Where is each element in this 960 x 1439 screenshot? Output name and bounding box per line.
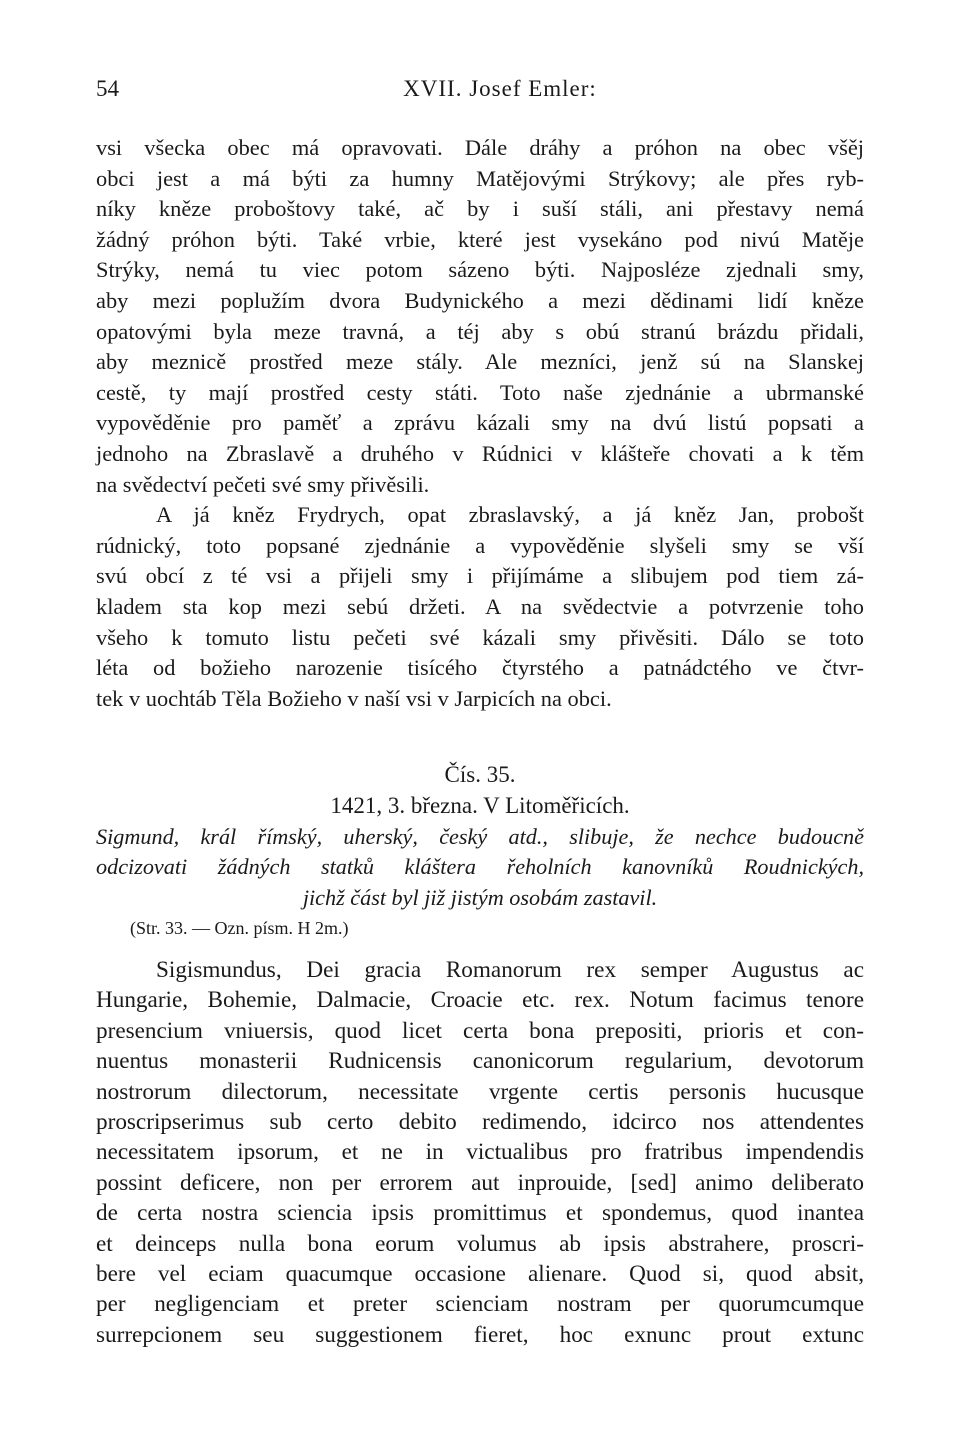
text-line: de certa nostra sciencia ipsis promittimus et spondemus, quod inantea: [96, 1200, 864, 1227]
text-line: proscripserimus sub certo debito redimendo, idcirco nos attendentes: [96, 1109, 864, 1136]
text-line: Sigismundus, Dei gracia Romanorum rex semper Augustus ac: [156, 957, 864, 983]
text-line: obci jest a má býti za humny Matějovými Strýkovy; ale přes ryb-: [96, 165, 864, 191]
latin-text-block: [96, 955, 864, 1350]
text-line: bere vel eciam quacumque occasione alienare. Quod si, quod absit,: [96, 1261, 864, 1288]
page-number: 54: [96, 76, 119, 101]
text-line: nostrorum dilectorum, necessitate vrgente certis personis hucusque: [96, 1078, 864, 1105]
text-line: všeho k tomuto listu pečeti své kázali smy přivěsiti. Dálo se toto: [96, 624, 864, 650]
text-line: nuentus monasterii Rudnicensis canonicorum regularium, devotorum: [96, 1048, 864, 1075]
text-line: jednoho na Zbraslavě a druhého v Rúdnici v klášteře chovati a k těm: [96, 440, 864, 466]
text-line: possint deficere, non per errorem aut inprouide, [sed] animo deliberato: [96, 1169, 864, 1196]
document-number: Čís. 35.: [444, 762, 516, 787]
text-line: žádný próhon býti. Také vrbie, které jest vysekáno pod nivú Matěje: [96, 226, 864, 252]
text-line: níky kněze proboštovy také, ač by i suší stáli, ani přestavy nemá: [96, 196, 864, 222]
regest-line: odcizovati žádných statků kláštera řeholních kanovníků Roudnických,: [96, 854, 864, 880]
text-line: léta od božieho narozenie tisícého čtyrstého a patnádctého ve čtvr-: [96, 655, 864, 681]
regest-line: Sigmund, král římský, uherský, český atd., slibuje, že nechce budoucně: [96, 824, 864, 849]
text-line: vsi všecka obec má opravovati. Dále dráhy a próhon na obec všěj: [96, 135, 864, 160]
text-line: A já kněz Frydrych, opat zbraslavský, a já kněz Jan, probošt: [156, 502, 864, 528]
text-line: opatovými byla meze travná, a téj aby s obú stranú brázdu přidali,: [96, 318, 864, 344]
czech-text-block: [96, 133, 864, 714]
text-line: tek v uochtáb Těla Božieho v naší vsi v Jarpicích na obci.: [96, 685, 612, 711]
text-line: et deinceps nulla bona eorum volumus ab ipsis abstrahere, proscri-: [96, 1230, 864, 1257]
document-date-place: 1421, 3. března. V Litoměřicích.: [330, 793, 630, 818]
text-line: aby meznicě prostřed meze stály. Ale mezníci, jenž sú na Slanskej: [96, 349, 864, 375]
text-line: rúdnický, toto popsané zjednánie a vypověděnie slyšeli smy se vší: [96, 532, 864, 558]
regest-line: jichž část byl již jistým osobám zastavil.: [302, 884, 658, 910]
text-line: necessitatem ipsorum, et ne in victualibus pro fratribus impendendis: [96, 1139, 864, 1166]
text-line: kladem sta kop mezi sebú držeti. A na svědectvie a potvrzenie toho: [96, 593, 864, 619]
running-head: XVII. Josef Emler:: [403, 76, 597, 101]
text-line: Hungarie, Bohemie, Dalmacie, Croacie etc. rex. Notum facimus tenore: [96, 987, 864, 1014]
source-reference: (Str. 33. — Ozn. písm. H 2m.): [130, 918, 349, 938]
text-line: per negligenciam et preter scienciam nostram per quorumcumque: [96, 1291, 864, 1318]
text-line: cestě, ty mají prostřed cesty státi. Toto naše zjednánie a ubrmanské: [96, 379, 864, 405]
text-line: presencium vniuersis, quod licet certa bona prepositi, prioris et con-: [96, 1017, 864, 1044]
document-regest: [96, 822, 864, 913]
text-line: Strýky, nemá tu viec potom sázeno býti. Najposléze zjednali smy,: [96, 257, 864, 283]
paragraph-1: [96, 133, 864, 500]
page-header: [96, 76, 864, 106]
text-line: aby mezi poplužím dvora Budynického a mezi dědinami lidí kněze: [96, 287, 864, 313]
paragraph-2: [96, 500, 864, 714]
text-line: surrepcionem seu suggestionem fieret, hoc exnunc prout extunc: [96, 1321, 864, 1348]
text-line: svú obcí z té vsi a přijeli smy i přijímáme a slibujem pod tiem zá-: [96, 563, 864, 589]
text-line: na svědectví pečeti své smy přivěsili.: [96, 471, 430, 497]
text-line: vypověděnie pro paměť a zprávu kázali smy na dvú listú popsati a: [96, 410, 864, 436]
